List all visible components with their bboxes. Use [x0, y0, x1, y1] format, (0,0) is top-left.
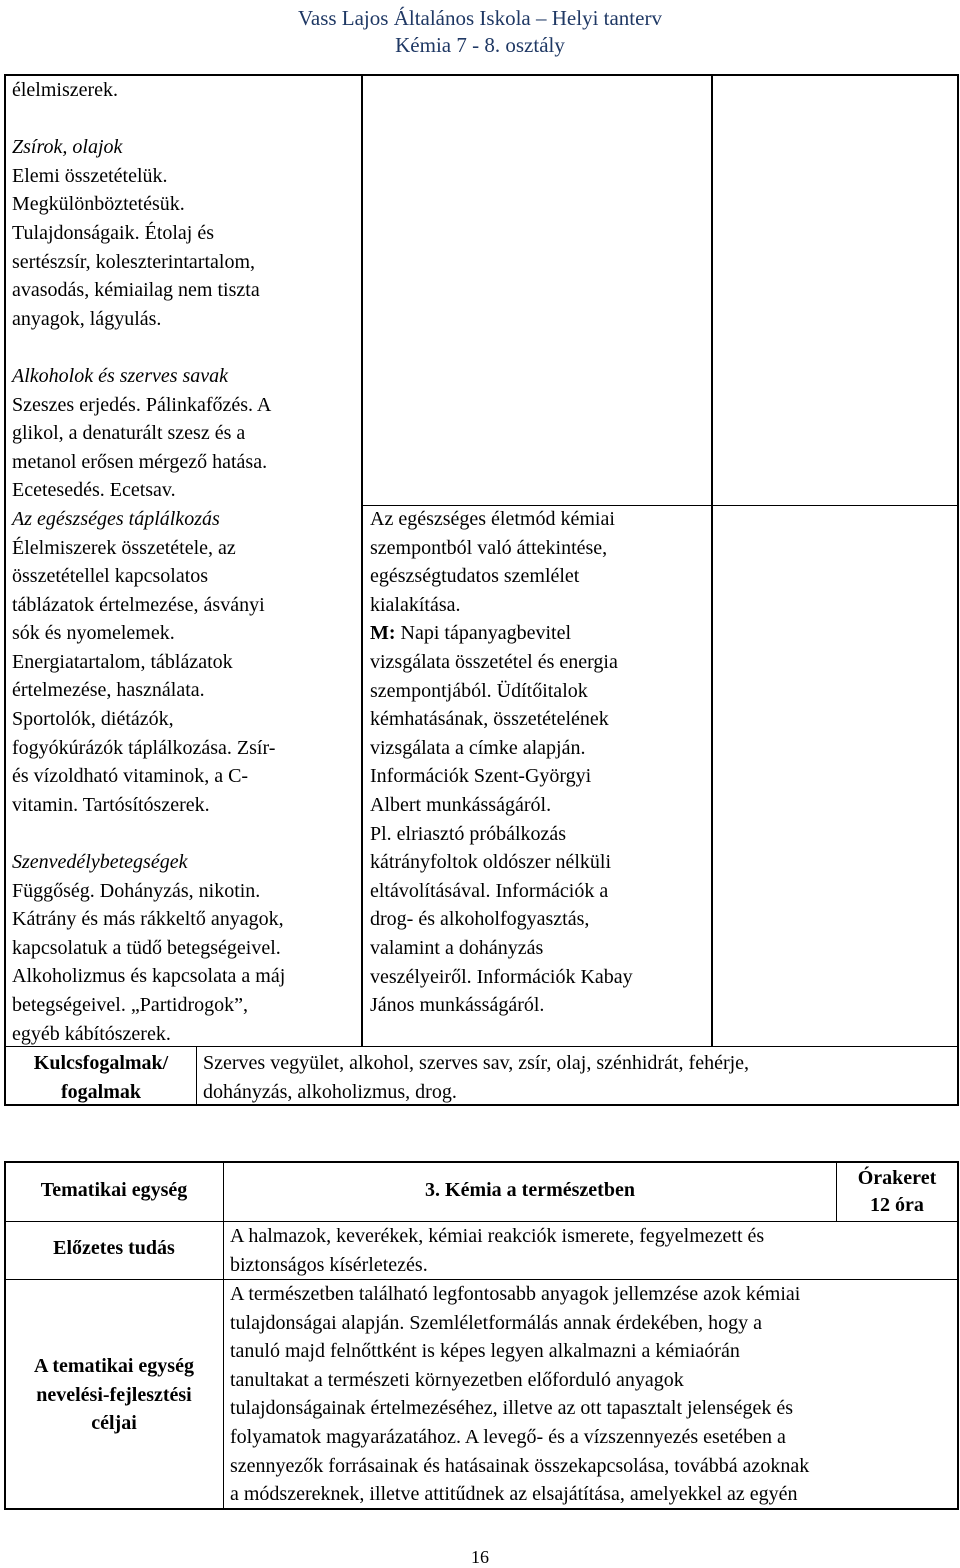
left-line: fogyókúrázók táplálkozása. Zsír-	[12, 736, 276, 759]
celok-label-line: A tematikai egység	[34, 1355, 194, 1377]
activity-line: kátrányfoltok oldószer nélküli	[370, 851, 612, 874]
left-line-heading: Zsírok, olajok	[12, 136, 123, 159]
left-line: anyagok, lágyulás.	[12, 307, 162, 330]
table1-left-border	[4, 74, 6, 1106]
kulcs-col-divider	[196, 1046, 197, 1105]
kulcs-text-line: Szerves vegyület, alkohol, szerves sav, zsír, olaj, szénhidrát, fehérje,	[203, 1052, 750, 1074]
activity-line: kémhatásának, összetételének	[370, 708, 609, 731]
content-left-column	[12, 76, 285, 1048]
celok-line: tanultakat a természeti környezetben előforduló anyagok	[230, 1368, 684, 1391]
table2-right-border	[957, 1161, 959, 1510]
kulcsfogalmak-text	[203, 1049, 749, 1106]
orakeret-value: 12 óra	[870, 1194, 924, 1216]
left-line: Élelmiszerek összetétele, az	[12, 536, 236, 559]
celok-text	[230, 1280, 809, 1509]
page-number: 16	[471, 1547, 489, 1567]
left-line: összetétellel kapcsolatos	[12, 565, 209, 588]
left-line: értelmezése, használata.	[12, 679, 205, 702]
left-line	[12, 819, 285, 848]
left-line-heading: Az egészséges táplálkozás	[12, 507, 220, 530]
left-line: metanol erősen mérgező hatása.	[12, 450, 268, 473]
kulcs-label-line: fogalmak	[61, 1080, 141, 1103]
header-school: Vass Lajos Általános Iskola – Helyi tanterv	[298, 6, 662, 30]
left-line: Ecetesedés. Ecetsav.	[12, 479, 176, 502]
celok-label	[6, 1352, 222, 1438]
activity-line: szempontjából. Üdítőitalok	[370, 679, 588, 702]
activity-line: veszélyeiről. Információk Kabay	[370, 965, 633, 988]
left-line	[12, 105, 285, 134]
activity-line: Az egészséges életmód kémiai	[370, 508, 615, 530]
tematikai-label: Tematikai egység	[40, 1179, 188, 1201]
celok-line: tulajdonságai alapján. Szemléletformálás annak érdekében, hogy a	[230, 1311, 763, 1334]
kulcsfogalmak-label	[6, 1049, 196, 1106]
table1-right-border	[957, 74, 959, 1106]
activity-text: Napi tápanyagbevitel	[395, 622, 572, 645]
orakeret-cell	[837, 1165, 957, 1219]
activity-line: János munkásságáról.	[370, 994, 545, 1017]
left-line: vitamin. Tartósítószerek.	[12, 793, 210, 816]
elozetes-line: biztonságos kísérletezés.	[230, 1253, 428, 1276]
left-line: Függőség. Dohányzás, nikotin.	[12, 879, 261, 902]
left-line: kapcsolatuk a tüdő betegségeivel.	[12, 936, 281, 959]
table1-col-divider-2b	[711, 507, 713, 1047]
celok-label-line: céljai	[91, 1412, 137, 1435]
table2-left-border	[4, 1161, 6, 1510]
table1-col-divider-2	[711, 74, 713, 507]
activity-line: Információk Szent-Györgyi	[370, 765, 592, 788]
table2-top-border	[4, 1161, 959, 1163]
left-line: Alkoholizmus és kapcsolata a máj	[12, 965, 286, 988]
left-line	[12, 333, 285, 362]
left-line: betegségeivel. „Partidrogok”,	[12, 994, 249, 1016]
left-line: Sportolók, diétázók,	[12, 708, 174, 731]
elozetes-line: A halmazok, keverékek, kémiai reakciók ismerete, fegyelmezett és	[230, 1225, 765, 1247]
left-line: glikol, a denaturált szesz és a	[12, 422, 246, 445]
activity-line: eltávolításával. Információk a	[370, 879, 609, 902]
left-line: Tulajdonságaik. Étolaj és	[12, 221, 215, 244]
activity-line: kialakítása.	[370, 593, 461, 616]
activity-line: egészségtudatos szemlélet	[370, 565, 580, 588]
activity-prefix: M:	[370, 622, 396, 645]
activity-line: vizsgálata összetétel és energia	[370, 650, 618, 673]
celok-line: folyamatok magyarázatához. A levegő- és a vízszennyezés esetében a	[230, 1425, 786, 1448]
activity-line: Pl. elriasztó próbálkozás	[370, 822, 567, 845]
activity-line: drog- és alkoholfogyasztás,	[370, 908, 590, 931]
celok-line: szennyezők forrásainak és hatásainak összekapcsolása, továbbá azoknak	[230, 1454, 810, 1477]
left-line: Kátrány és más rákkeltő anyagok,	[12, 908, 284, 931]
left-line: sók és nyomelemek.	[12, 622, 175, 645]
kulcs-label-line: Kulcsfogalmak/	[33, 1052, 169, 1074]
left-line: Szeszes erjedés. Pálinkafőzés. A	[12, 393, 272, 416]
left-line: Elemi összetételük.	[12, 164, 168, 187]
left-line-heading: Alkoholok és szerves savak	[12, 364, 229, 387]
activity-line: szempontból való áttekintése,	[370, 536, 608, 559]
left-line: sertészsír, koleszterintartalom,	[12, 250, 255, 273]
elozetes-text	[230, 1222, 764, 1279]
row-divider-mid-right	[711, 505, 959, 506]
activities-column	[370, 505, 633, 1020]
activity-line: vizsgálata a címke alapján.	[370, 736, 586, 759]
left-line: élelmiszerek.	[12, 79, 119, 101]
left-line: táblázatok értelmezése, ásványi	[12, 593, 265, 616]
celok-line: A természetben található legfontosabb anyagok jellemzése azok kémiai	[230, 1283, 801, 1305]
left-line: Energiatartalom, táblázatok	[12, 650, 233, 673]
table1-col-divider-1	[361, 74, 363, 1047]
activity-line	[370, 619, 633, 648]
elozetes-label: Előzetes tudás	[53, 1237, 175, 1259]
left-line: Megkülönböztetésük.	[12, 193, 185, 216]
page-header	[260, 5, 700, 59]
left-line: avasodás, kémiailag nem tiszta	[12, 279, 260, 302]
table2-col-divider	[223, 1161, 224, 1510]
unit-title: 3. Kémia a természetben	[425, 1179, 635, 1201]
celok-line: a módszereknek, illetve attitűdnek az elsajátítása, amelyekkel az egyén	[230, 1483, 798, 1506]
left-line: és vízoldható vitaminok, a C-	[12, 765, 249, 788]
celok-line: tanuló majd felnőttként is képes legyen alkalmazni a kémiaórán	[230, 1340, 740, 1363]
left-line: egyéb kábítószerek.	[12, 1022, 171, 1045]
orakeret-label: Órakeret	[857, 1167, 937, 1189]
kulcs-text-line: dohányzás, alkoholizmus, drog.	[203, 1080, 457, 1103]
activity-line: valamint a dohányzás	[370, 936, 544, 959]
header-subject: Kémia 7 - 8. osztály	[395, 33, 565, 57]
left-line-heading: Szenvedélybetegségek	[12, 851, 188, 874]
celok-label-line: nevelési-fejlesztési	[36, 1383, 192, 1406]
celok-line: tulajdonságainak értelmezéséhez, illetve az ott tapasztalt jelenségek és	[230, 1397, 794, 1420]
activity-line: Albert munkásságáról.	[370, 793, 552, 816]
